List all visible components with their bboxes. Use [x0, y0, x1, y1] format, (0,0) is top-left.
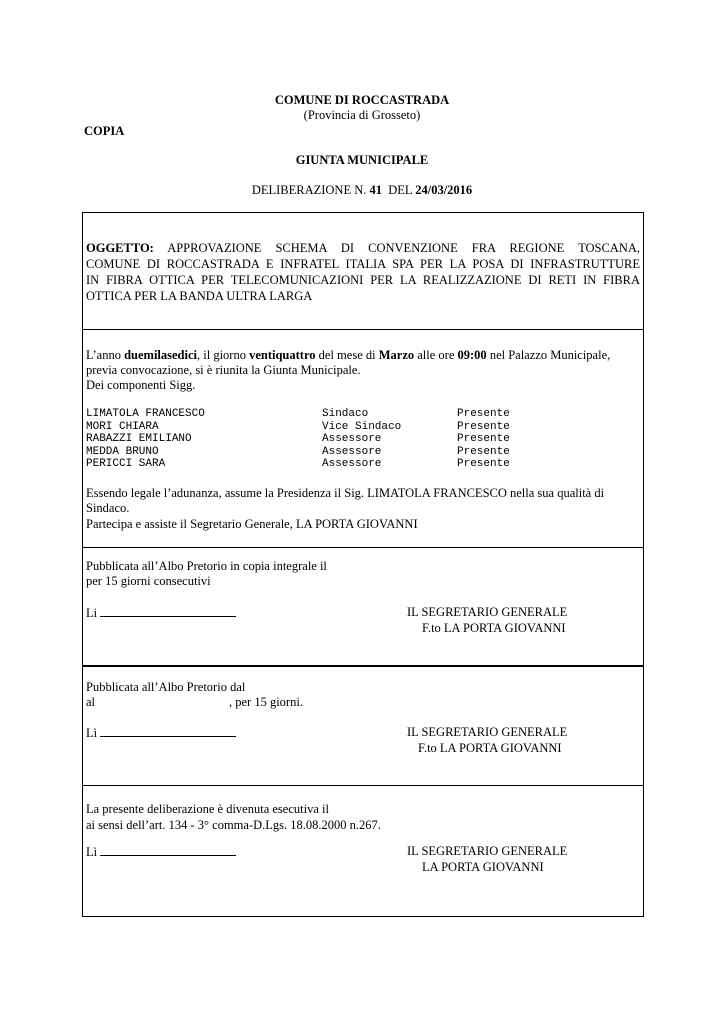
oggetto-line-2: COMUNE DI ROCCASTRADA E INFRATEL ITALIA SPA PER LA POSA DI INFRASTRUTTURE: [86, 257, 640, 271]
li-label: Lì: [86, 726, 98, 740]
esecutivita-line-2: ai sensi dell’art. 134 - 3° comma-D.Lgs. 18.08.2000 n.267.: [86, 818, 381, 832]
pubblicazione1-line-2: per 15 giorni consecutivi: [86, 574, 211, 588]
firma-titolo: IL SEGRETARIO GENERALE: [407, 844, 568, 858]
delib-number: 41: [369, 183, 383, 197]
componente-ruolo: Assessore: [322, 445, 382, 458]
componente-nome: MORI CHIARA: [86, 420, 159, 433]
seduta-anno: duemilasedici: [124, 348, 197, 362]
componente-stato: Presente: [457, 458, 510, 470]
li-label: Li: [86, 606, 98, 620]
segretario-line: Partecipa e assiste il Segretario Generale, LA PORTA GIOVANNI: [86, 517, 418, 531]
seduta-text-c: del mese di: [315, 348, 379, 362]
delib-date: 24/03/2016: [415, 183, 473, 197]
oggetto-line-4: OTTICA PER LA BANDA ULTRA LARGA: [86, 289, 313, 303]
seduta-ora: 09:00: [457, 348, 487, 362]
componente-nome: MEDDA BRUNO: [86, 445, 159, 458]
seduta-mese: Marzo: [378, 348, 415, 362]
seduta-text-a: L’anno: [86, 348, 125, 362]
componente-nome: PERICCI SARA: [86, 458, 166, 470]
delib-del: DEL: [388, 183, 413, 197]
date-blank-line: [100, 725, 236, 737]
oggetto-label: OGGETTO:: [86, 241, 154, 255]
seduta-text-d: alle ore: [414, 348, 458, 362]
seduta-text-b: , il giorno: [197, 348, 250, 362]
presidenza-line-2: Sindaco.: [86, 501, 130, 515]
seduta-line-3: Dei componenti Sigg.: [86, 378, 196, 392]
firma-titolo: IL SEGRETARIO GENERALE: [407, 605, 568, 619]
pubblicazione2-box: [82, 665, 644, 787]
componente-row: [86, 446, 606, 459]
date-blank-line: [100, 605, 236, 617]
componente-ruolo: Sindaco: [322, 408, 369, 420]
componente-row: [86, 421, 606, 434]
esecutivita-line-1: La presente deliberazione è divenuta esecutiva il: [86, 802, 329, 816]
seduta-text-e: nel Palazzo Municipale,: [486, 348, 611, 362]
seduta-giorno: ventiquattro: [249, 348, 316, 362]
esecutivita-li: [86, 844, 236, 860]
componente-row: [86, 408, 606, 421]
oggetto-line-3: IN FIBRA OTTICA PER TELECOMUNICAZIONI PER LA REALIZZAZIONE DI RETI IN FIBRA: [86, 273, 640, 287]
seduta-line-1: [86, 348, 610, 363]
presidenza-line-1: Essendo legale l’adunanza, assume la Presidenza il Sig. LIMATOLA FRANCESCO nella sua qualità di: [86, 486, 605, 500]
pubblicazione1-box: [82, 547, 644, 666]
componente-ruolo: Assessore: [322, 458, 382, 470]
seduta-box: [82, 329, 644, 548]
oggetto-line-1: [86, 241, 640, 256]
componente-stato: Presente: [457, 433, 510, 445]
firma-nome: LA PORTA GIOVANNI: [422, 860, 544, 874]
oggetto-text-1: APPROVAZIONE SCHEMA DI CONVENZIONE FRA REGIONE TOSCANA,: [167, 241, 641, 255]
pubblicazione2-li: [86, 725, 236, 741]
pubblicazione2-giorni: , per 15 giorni.: [229, 695, 303, 709]
firma-titolo: IL SEGRETARIO GENERALE: [407, 725, 568, 739]
delib-prefix: DELIBERAZIONE N.: [251, 183, 367, 197]
organo-title: GIUNTA MUNICIPALE: [295, 153, 429, 167]
componente-nome: RABAZZI EMILIANO: [86, 433, 192, 445]
deliberazione-line: [0, 183, 724, 198]
componente-row: [86, 458, 606, 471]
componente-stato: Presente: [457, 408, 510, 420]
pubblicazione1-line-1: Pubblicata all’Albo Pretorio in copia integrale il: [86, 559, 327, 573]
componenti-list: [86, 408, 606, 471]
componente-stato: Presente: [457, 420, 510, 433]
seduta-line-2: previa convocazione, si è riunita la Giunta Municipale.: [86, 363, 361, 377]
componente-row: [86, 433, 606, 446]
date-blank-line: [100, 844, 236, 856]
componente-ruolo: Vice Sindaco: [322, 420, 402, 433]
pubblicazione2-al-label: al: [86, 695, 96, 709]
provincia-subtitle: (Provincia di Grosseto): [303, 108, 421, 122]
firma-nome: F.to LA PORTA GIOVANNI: [422, 621, 566, 635]
comune-title: COMUNE DI ROCCASTRADA: [274, 93, 450, 107]
oggetto-box: [82, 212, 644, 330]
li-label: Lì: [86, 845, 98, 859]
componente-stato: Presente: [457, 445, 510, 458]
componente-nome: LIMATOLA FRANCESCO: [86, 408, 205, 420]
copia-label: COPIA: [84, 124, 125, 138]
pubblicazione2-line-1: Pubblicata all’Albo Pretorio dal: [86, 680, 246, 694]
pubblicazione1-li: [86, 605, 236, 621]
esecutivita-box: [82, 785, 644, 917]
componente-ruolo: Assessore: [322, 433, 382, 445]
firma-nome: F.to LA PORTA GIOVANNI: [418, 741, 562, 755]
